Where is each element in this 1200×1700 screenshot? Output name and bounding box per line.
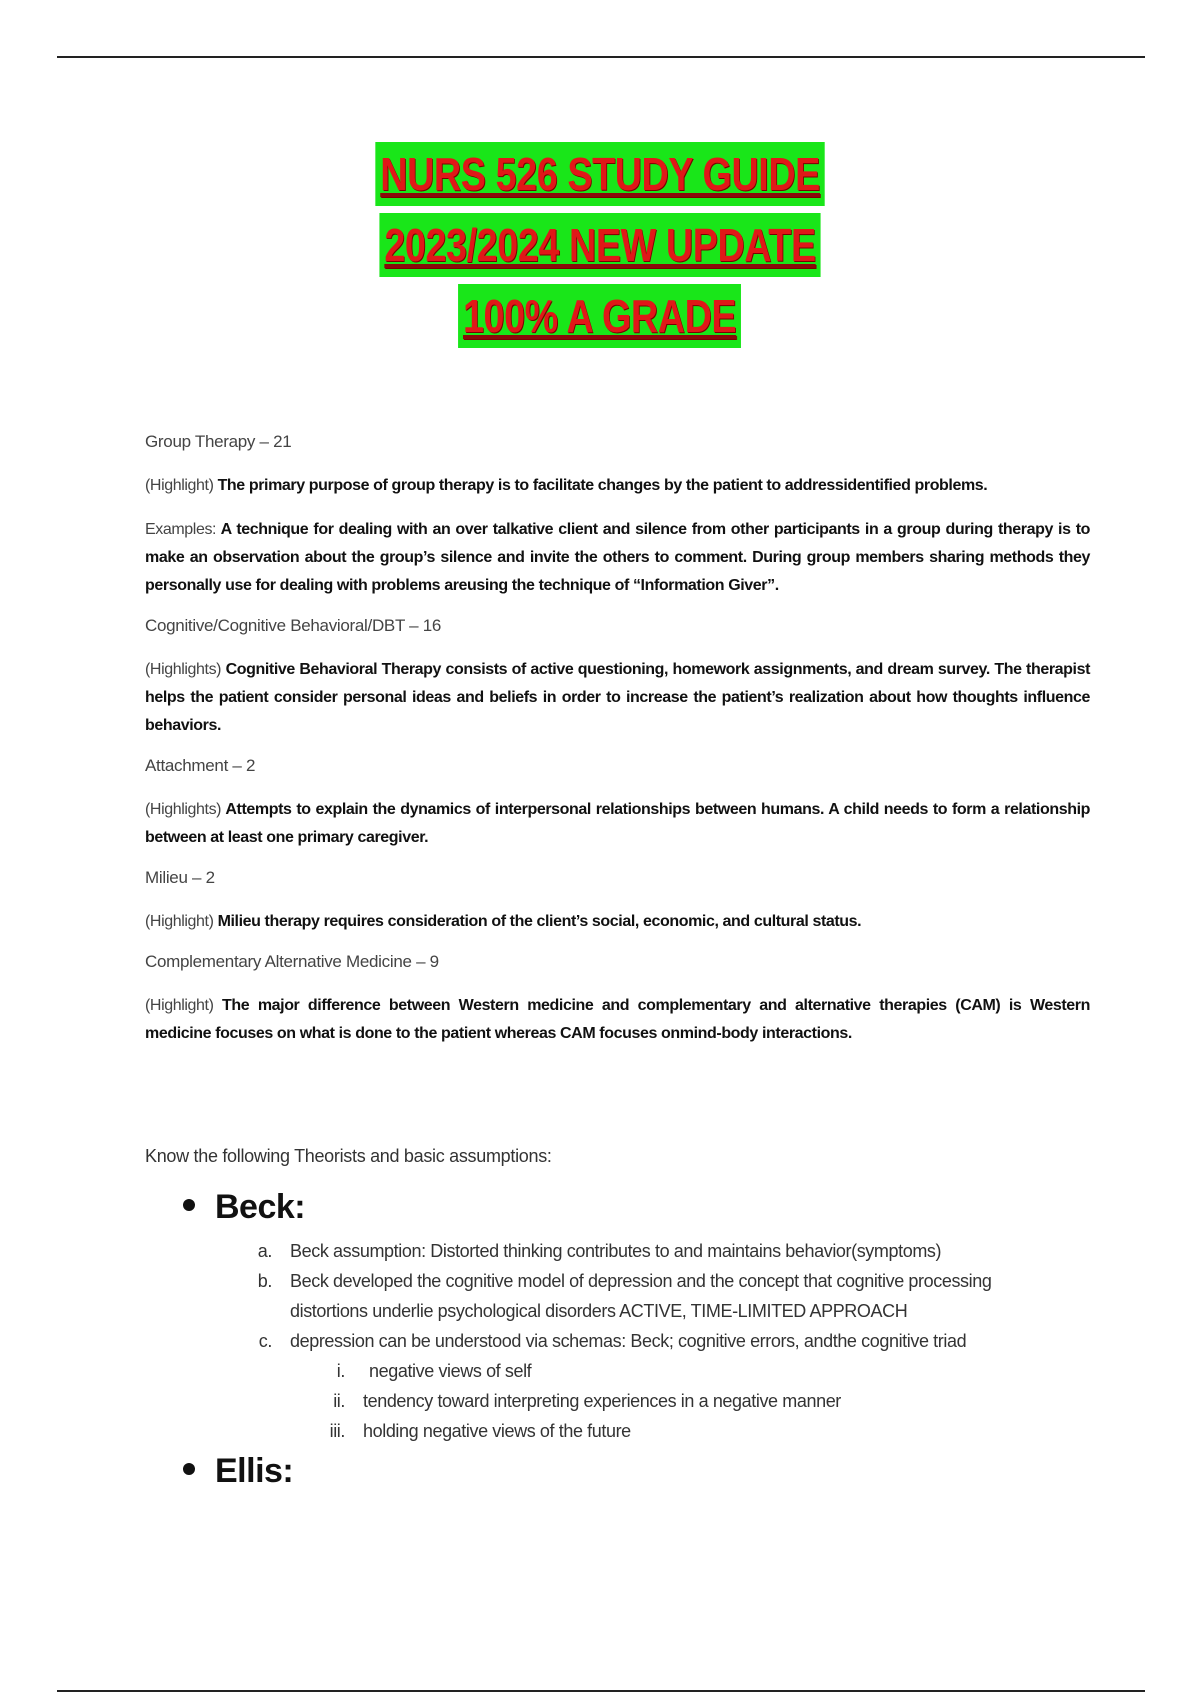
highlight-label: (Highlight) <box>145 913 214 930</box>
list-marker: a. <box>257 1241 272 1261</box>
list-text: tendency toward interpreting experiences in a negative manner <box>363 1391 841 1411</box>
bullet-icon <box>183 1199 195 1211</box>
theorist-name: Ellis: <box>215 1452 294 1490</box>
study-guide-body <box>145 432 1090 1048</box>
title-line-1: NURS 526 STUDY GUIDE <box>375 142 825 206</box>
paragraph-text: Cognitive Behavioral Therapy consists of active questioning, homework assignments, and dream survey. The therapist helps the patient consider personal ideas and beliefs in order to increase the patient’s realization about how thoughts influence behaviors. <box>145 661 1091 734</box>
top-rule <box>57 56 1145 58</box>
document-title <box>0 142 1200 355</box>
list-marker: i. <box>336 1361 345 1381</box>
highlight-label: (Highlight) <box>145 997 214 1014</box>
list-marker: ii. <box>333 1391 345 1411</box>
highlight-label: (Highlight) <box>145 477 214 494</box>
theorist-name: Beck: <box>215 1188 306 1226</box>
theorist-beck <box>183 1188 305 1227</box>
section-heading-group-therapy: Group Therapy – 21 <box>145 432 292 451</box>
section-heading-cam: Complementary Alternative Medicine – 9 <box>145 952 439 971</box>
title-line-3: 100% A GRADE <box>458 284 741 348</box>
section-heading-milieu: Milieu – 2 <box>145 868 215 887</box>
examples-label: Examples: <box>145 521 217 538</box>
section-paragraph-attachment <box>145 796 1090 852</box>
list-text: holding negative views of the future <box>363 1421 631 1441</box>
list-text: Beck developed the cognitive model of depression and the concept that cognitive processing <box>290 1271 992 1291</box>
paragraph-text: Milieu therapy requires consideration of the client’s social, economic, and cultural status. <box>217 913 862 930</box>
list-text: distortions underlie psychological disorders ACTIVE, TIME-LIMITED APPROACH <box>290 1301 908 1321</box>
list-text: Beck assumption: Distorted thinking contributes to and maintains behavior(symptoms) <box>290 1241 942 1261</box>
list-text: negative views of self <box>369 1361 532 1381</box>
section-paragraph-cam <box>145 992 1090 1048</box>
section-heading-cbt: Cognitive/Cognitive Behavioral/DBT – 16 <box>145 616 442 635</box>
paragraph-text: The major difference between Western medicine and complementary and alternative therapies (CAM) is Western medicine focuses on what is done to the patient whereas CAM focuses onmind-body interactions. <box>145 997 1090 1042</box>
highlight-label: (Highlights) <box>145 661 222 678</box>
section-heading-attachment: Attachment – 2 <box>145 756 256 775</box>
list-marker: c. <box>258 1331 272 1351</box>
section-paragraph-milieu <box>145 908 1090 936</box>
theorists-intro: Know the following Theorists and basic assumptions: <box>145 1146 552 1166</box>
paragraph-text: The primary purpose of group therapy is to facilitate changes by the patient to addressidentified problems. <box>217 477 988 494</box>
list-marker: iii. <box>329 1421 345 1441</box>
bullet-icon <box>183 1463 195 1475</box>
highlight-label: (Highlights) <box>145 801 222 818</box>
title-line-2: 2023/2024 NEW UPDATE <box>379 213 820 277</box>
theorist-ellis <box>183 1452 293 1491</box>
list-marker: b. <box>257 1271 272 1291</box>
section-paragraph-examples <box>145 516 1090 600</box>
section-paragraph-group-therapy <box>145 472 1090 500</box>
list-text: depression can be understood via schemas: Beck; cognitive errors, andthe cognitive triad <box>290 1331 967 1351</box>
paragraph-text: A technique for dealing with an over talkative client and silence from other participants in a group during therapy is to make an observation about the group’s silence and invite the others to comment. During group members sharing methods they personally use for dealing with problems areusing the technique of “Information Giver”. <box>145 521 1091 594</box>
section-paragraph-cbt <box>145 656 1090 740</box>
bottom-rule <box>57 1690 1145 1692</box>
paragraph-text: Attempts to explain the dynamics of interpersonal relationships between humans. A child needs to form a relationship between at least one primary caregiver. <box>145 801 1090 846</box>
